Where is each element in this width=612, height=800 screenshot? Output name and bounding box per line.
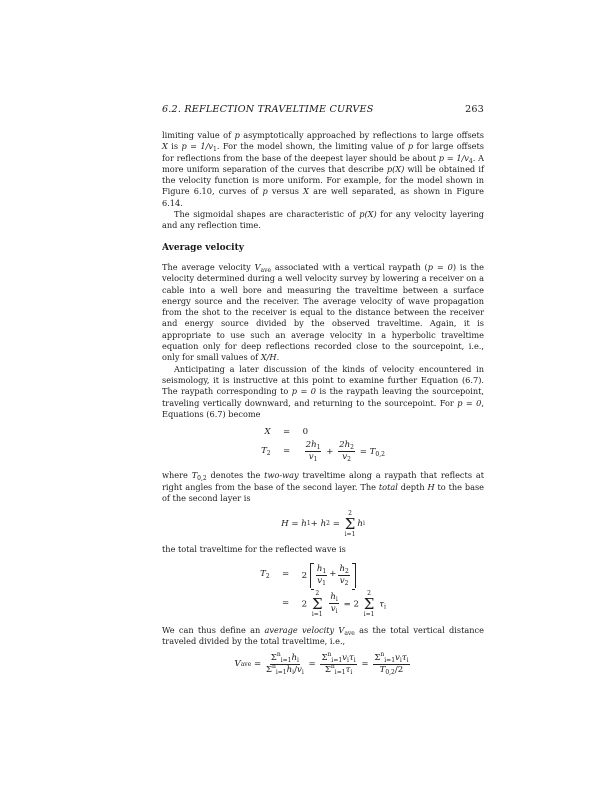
- paragraph-limiting-value: limiting value of p asymptotically approached by reflections to large offsets X is $p = 1/v_1$. For the model shown, the limiting value of p for large offsets for reflections from the base of the deepest layer should be about $p = 1/v_4$. A more uniform separation of the curves that describe p(X) will be obtained if the velocity function is more uniform. For example, for the model shown in Figure 6.10, curves of p versus X are well separated, as shown in Figure 6.14.: [162, 130, 485, 208]
- paragraph-anticipating: Anticipating a later discussion of the kinds of velocity encountered in seismology, it is instructive at this point to examine further Equation (6.7). The raypath corresponding to p = 0 is the raypath leaving the sourcepoint, traveling vertically downward, and returning to the sourcepoint. For p = 0, Equations (6.7) become: [162, 363, 485, 419]
- paragraph-sigmoidal: The sigmoidal shapes are characteristic of p(X) for any velocity layering and any reflection time.: [162, 209, 484, 231]
- equation-total-depth: H = h 1 + h 2 = 2 Σ i=1 h i: [281, 510, 365, 539]
- body-text: [162, 130, 484, 682]
- paragraph-average-velocity: The average velocity $V_{ave}$ associated with a vertical raypath (p = 0) is the velocity determined during a well velocity survey by lowering a receiver on a cable into a well bore and measuring the traveltime between a surface energy source and the receiver. The average velocity of wave propagation from the shot to the receiver is equal to the distance between the receiver and energy source divided by the observed traveltime. Again, it is appropriate to use such an average velocity in a hyperbolic traveltime equation only for deep reflections recorded close to the sourcepoint, i.e., only for small values of X/H.: [162, 261, 485, 363]
- paragraph-two-way: where $T_{0,2}$ denotes the two-way traveltime along a raypath that reflects at right angles from the base of the second layer. The total depth H to the base of the second layer is: [162, 470, 485, 504]
- equation-traveltime-sum: $T_2$ = 2 $\frac{h_1}{v_1}$ + $\frac{h_2}{v_2}$ = 2 2 Σ i=1 $\frac{h_i}{v_i}$ = 2 2 Σ i=1 $\tau_i$: [260, 563, 386, 618]
- running-header: [162, 104, 484, 115]
- section-title: 6.2. REFLECTION TRAVELTIME CURVES: [162, 104, 374, 115]
- page-number: 263: [465, 104, 484, 115]
- paragraph-define-average: We can thus define an average velocity $V_{ave}$ as the total vertical distance traveled divided by the total traveltime, i.e.,: [162, 624, 484, 646]
- heading-average-velocity: Average velocity: [162, 242, 244, 253]
- paragraph-total-traveltime: the total traveltime for the reflected wave is: [162, 544, 346, 555]
- equation-average-velocity: V ave = $\frac{\Sigma^n_{i=1}h_i}{\Sigma^n_{i=1}h_i/v_i}$ = $\frac{\Sigma^n_{i=1}v_i\tau_i}{\Sigma^n_{i=1}\tau_i}$ = $\frac{\Sigma^n_{i=1}v_i\tau_i}{T_{0,2}/2}$: [234, 651, 409, 677]
- equation-vertical-raypath: X = 0 $T_2$ = $\frac{2h_1}{v_1}$ + $\frac{2h_2}{v_2}$ = $T_{0,2}$: [261, 427, 385, 464]
